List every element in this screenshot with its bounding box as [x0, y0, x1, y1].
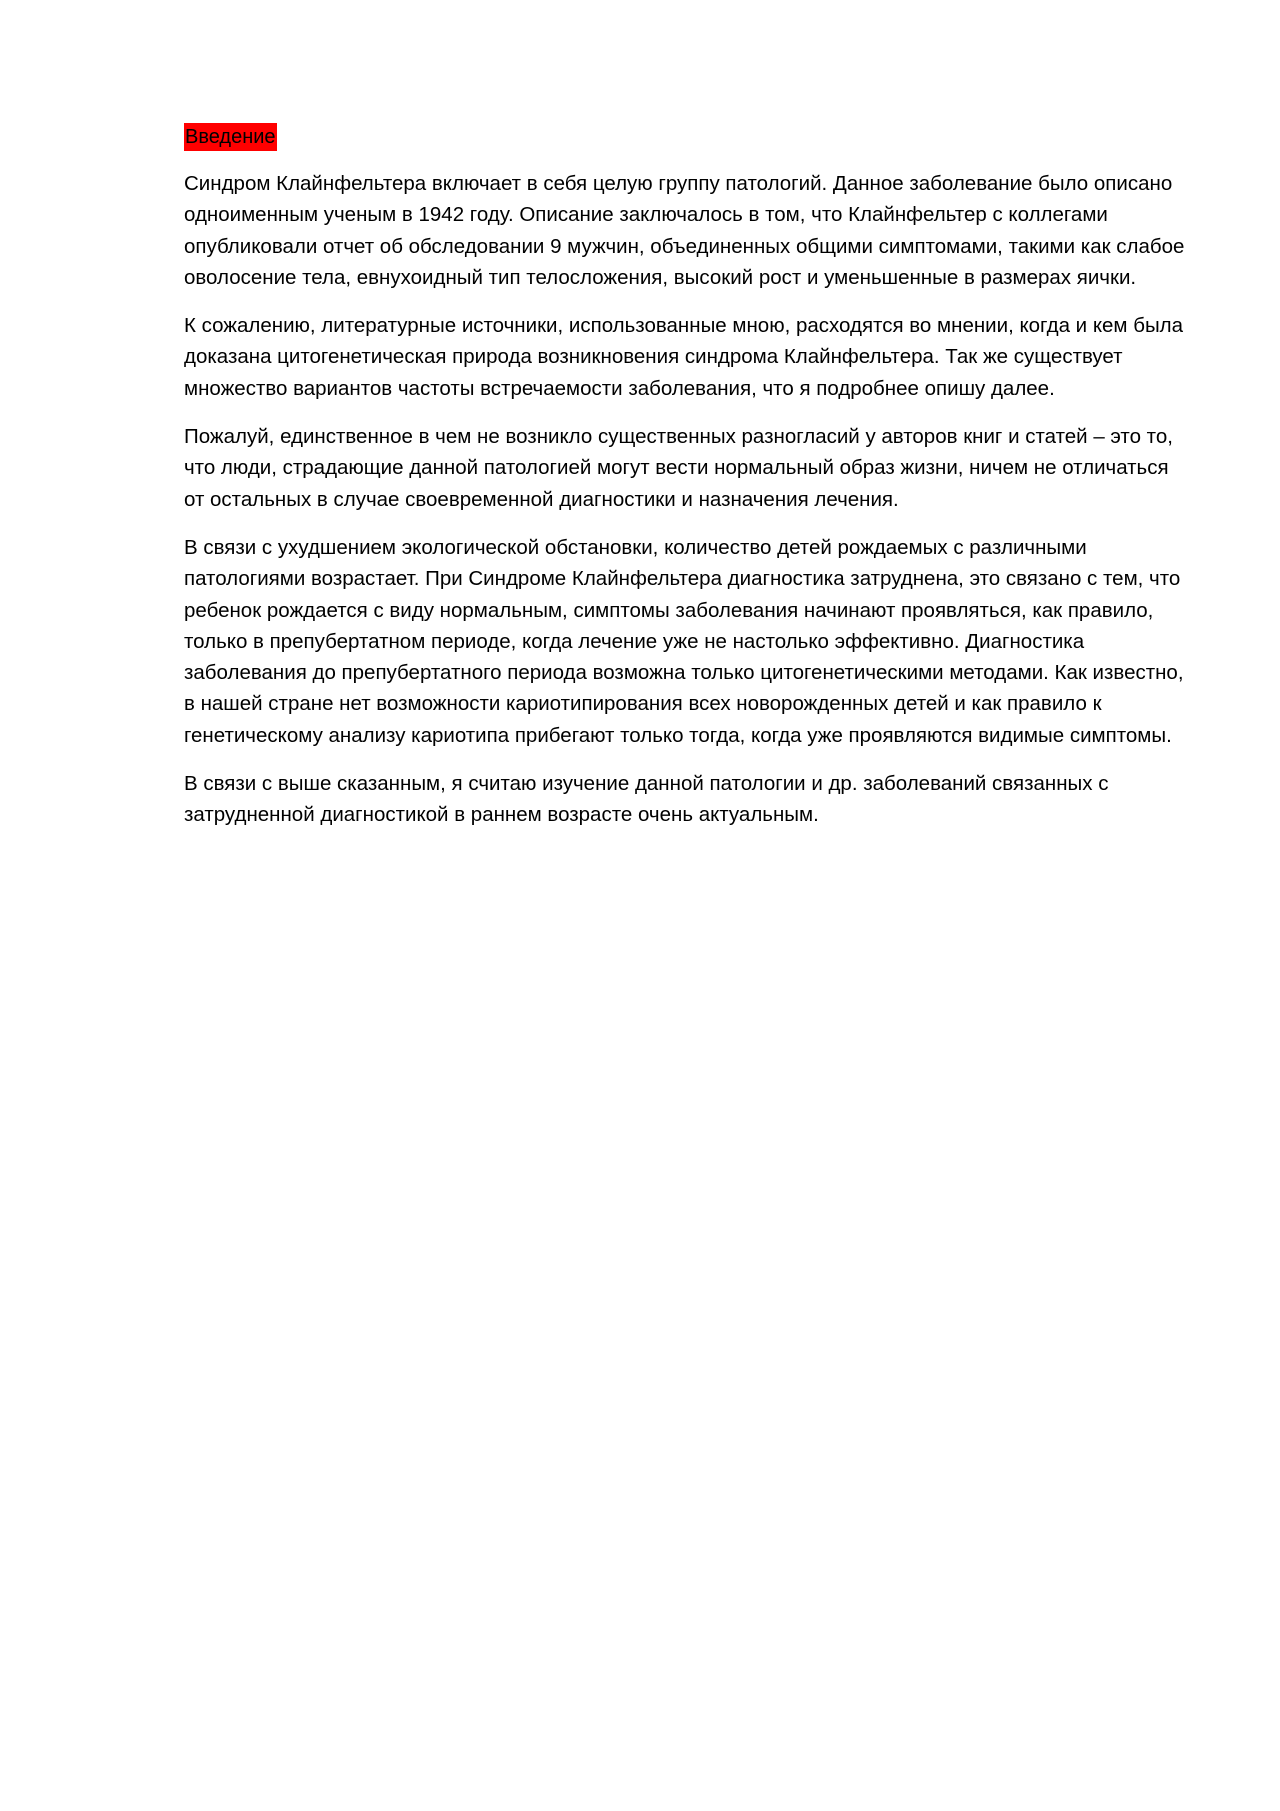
- paragraph-1: Синдром Клайнфельтера включает в себя целую группу патологий. Данное заболевание было описано одноименным ученым в 1942 году. Описание заключалось в том, что Клайнфельтер с коллегами опубликовали отчет об обследовании 9 мужчин, объединенных общими симптомами, такими как слабое оволосение тела, евнухоидный тип телосложения, высокий рост и уменьшенные в размерах яички.: [184, 172, 1185, 289]
- paragraph-5: В связи с выше сказанным, я считаю изучение данной патологии и др. заболеваний связанных с затрудненной диагностикой в раннем возрасте очень актуальным.: [184, 772, 1109, 827]
- paragraph-4: В связи с ухудшением экологической обстановки, количество детей рождаемых с различными патологиями возрастает. При Синдроме Клайнфельтера диагностика затруднена, это связано с тем, что ребенок рождается с виду нормальным, симптомы заболевания начинают проявляться, как правило, только в препубертатном периоде, когда лечение уже не настолько эффективно. Диагностика заболевания до препубертатного периода возможна только цитогенетическими методами. Как известно, в нашей стране нет возможности кариотипирования всех новорожденных детей и как правило к генетическому анализу кариотипа прибегают только тогда, когда уже проявляются видимые симптомы.: [184, 535, 1184, 747]
- section-heading: Введение: [184, 123, 277, 151]
- paragraph-3: Пожалуй, единственное в чем не возникло существенных разногласий у авторов книг и статей – это то, что люди, страдающие данной патологией могут вести нормальный образ жизни, ничем не отличаться от остальных в случае своевременной диагностики и назначения лечения.: [184, 425, 1173, 511]
- document-page: [184, 123, 1194, 848]
- paragraph-2: К сожалению, литературные источники, использованные мною, расходятся во мнении, когда и кем была доказана цитогенетическая природа возникновения синдрома Клайнфельтера. Так же существует множество вариантов частоты встречаемости заболевания, что я подробнее опишу далее.: [184, 314, 1184, 400]
